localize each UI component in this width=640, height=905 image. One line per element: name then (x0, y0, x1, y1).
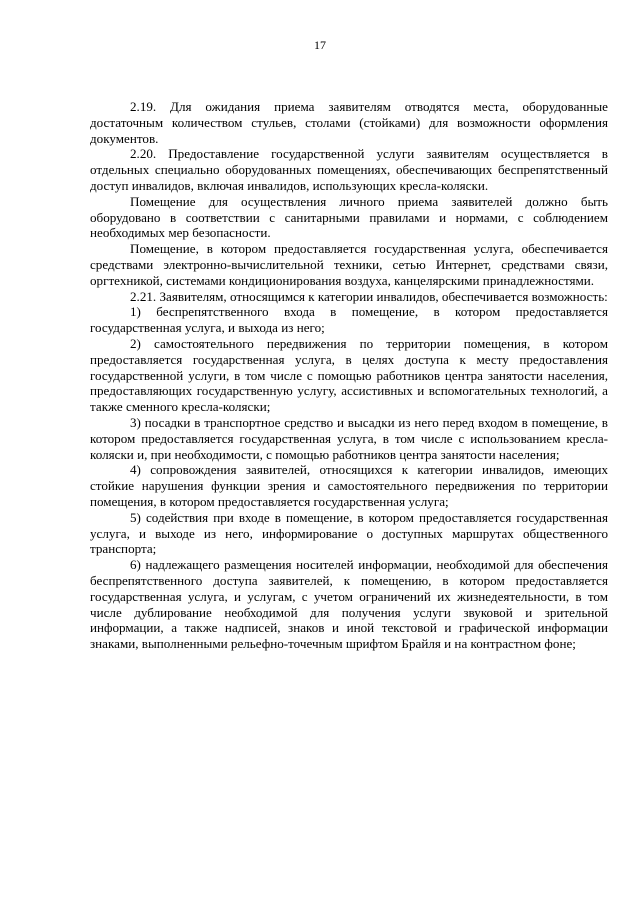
list-item-4: 4) сопровождения заявителей, относящихся к категории инвалидов, имеющих стойкие нарушения функции зрения и самостоятельного передвижения по территории помещения, в котором предоставляется государственная услуга; (90, 462, 608, 509)
paragraph-premises-equipment: Помещение, в котором предоставляется государственная услуга, обеспечивается средствами электронно-вычислительной техники, сетью Интернет, средствами связи, оргтехникой, системами кондиционирования воздуха, канцелярскими принадлежностями. (90, 241, 608, 288)
paragraph-personal-reception: Помещение для осуществления личного приема заявителей должно быть оборудовано в соответствии с санитарными правилами и нормами, с соблюдением необходимых мер безопасности. (90, 193, 608, 241)
page-number: 17 (314, 38, 326, 52)
paragraph-2-21: 2.21. Заявителям, относящимся к категории инвалидов, обеспечивается возможность: (130, 288, 608, 304)
list-item-5: 5) содействия при входе в помещение, в котором предоставляется государственная услуга, и выходе из него, информирование о доступных маршрутах общественного транспорта; (90, 509, 608, 557)
paragraph-2-20: 2.20. Предоставление государственной услуги заявителям осуществляется в отдельных специально оборудованных помещениях, обеспечивающих беспрепятственный доступ инвалидов, включая инвалидов, использующих кресла-коляски. (90, 146, 608, 193)
list-item-2: 2) самостоятельного передвижения по территории помещения, в котором предоставляется государственная услуга, в целях доступа к месту предоставления государственной услуги, в том числе с помощью работников центра занятости населения, предоставляющих государственную услугу, ассистивных и вспомогательных технологий, а также сменного кресла-коляски; (90, 335, 608, 415)
list-item-1: 1) беспрепятственного входа в помещение, в котором предоставляется государственная услуга, и выхода из него; (90, 304, 608, 336)
document-body (90, 99, 608, 652)
paragraph-2-19: 2.19. Для ожидания приема заявителям отводятся места, оборудованные достаточным количеством стульев, столами (стойками) для возможности оформления документов. (90, 99, 608, 146)
list-item-3: 3) посадки в транспортное средство и высадки из него перед входом в помещение, в котором предоставляется государственная услуга, в том числе с использованием кресла-коляски и, при необходимости, с помощью работников центра занятости населения; (90, 414, 608, 462)
list-item-6: 6) надлежащего размещения носителей информации, необходимой для обеспечения беспрепятственного доступа заявителей, к помещению, в котором предоставляется государственная услуга, и услугам, с учетом ограничений их жизнедеятельности, в том числе дублирование необходимой для получения услуги звуковой и зрительной информации, а также надписей, знаков и иной текстовой и графической информации знаками, выполненными рельефно-точечным шрифтом Брайля и на контрастном фоне; (90, 557, 608, 652)
